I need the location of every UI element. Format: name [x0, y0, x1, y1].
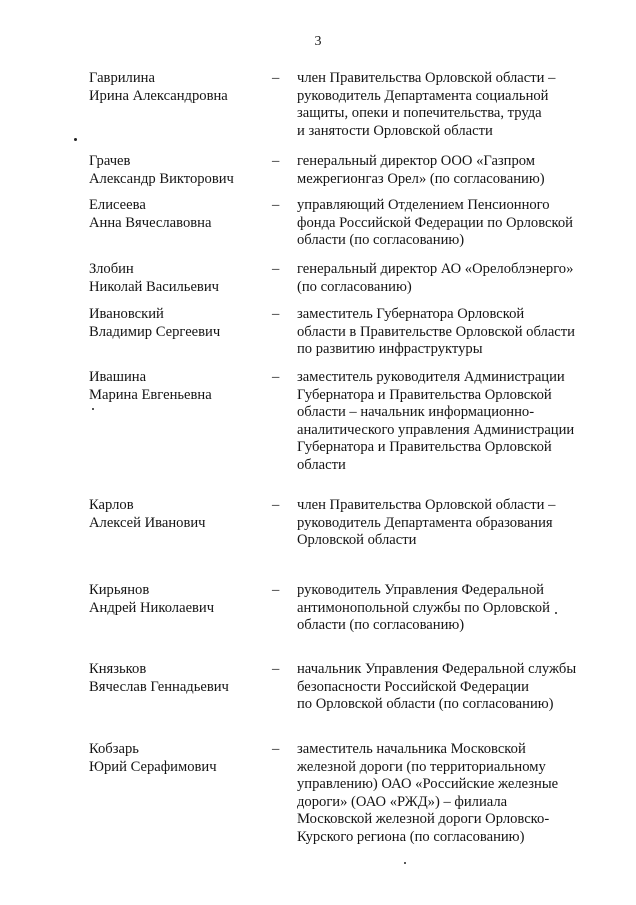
member-name: Злобин Николай Васильевич — [89, 261, 219, 295]
member-name: Ивашина Марина Евгеньевна — [89, 369, 212, 403]
member-role: генеральный директор АО «Орелоблэнерго» (по согласованию) — [297, 261, 574, 295]
member-name: Елисеева Анна Вячеславовна — [89, 197, 212, 231]
member-dash: – — [272, 153, 280, 169]
member-name: Князьков Вячеслав Геннадьевич — [89, 661, 229, 695]
member-name: Грачев Александр Викторович — [89, 153, 234, 187]
member-dash: – — [272, 70, 280, 86]
member-role: начальник Управления Федеральной службы безопасности Российской Федерации по Орловской области (по согласованию) — [297, 661, 577, 713]
member-dash: – — [272, 582, 280, 598]
member-dash: – — [272, 497, 280, 513]
member-role: заместитель Губернатора Орловской области в Правительстве Орловской области по развитию инфраструктуры — [297, 306, 575, 358]
member-role: управляющий Отделением Пенсионного фонда Российской Федерации по Орловской области (по согласованию) — [297, 197, 573, 249]
member-name: Ивановский Владимир Сергеевич — [89, 306, 221, 340]
member-name: Кобзарь Юрий Серафимович — [89, 741, 217, 775]
member-dash: – — [272, 197, 280, 213]
member-dash: – — [272, 261, 280, 277]
member-dash: – — [272, 661, 280, 677]
member-dash: – — [272, 369, 280, 385]
member-role: член Правительства Орловской области – руководитель Департамента образования Орловской области — [297, 497, 556, 549]
member-name: Карлов Алексей Иванович — [89, 497, 206, 531]
member-name: Гаврилина Ирина Александровна — [89, 70, 228, 104]
member-role: руководитель Управления Федеральной антимонопольной службы по Орловской области (по согласованию) — [297, 582, 550, 634]
scan-speck — [92, 408, 94, 410]
member-dash: – — [272, 741, 280, 757]
member-role: заместитель руководителя Администрации Губернатора и Правительства Орловской области – начальник информационно- аналитического управления Администрации Губернатора и Правительства Орловской области — [297, 369, 575, 473]
member-role: генеральный директор ООО «Газпром межрегионгаз Орел» (по согласованию) — [297, 153, 545, 187]
scan-speck — [555, 612, 557, 614]
member-name: Кирьянов Андрей Николаевич — [89, 582, 215, 616]
member-role: заместитель начальника Московской железной дороги (по территориальному управлению) ОАО «Российские железные дороги» (ОАО «РЖД») – филиала Московской железной дороги Орловско- Курского региона (по согласованию) — [297, 741, 559, 845]
member-role: член Правительства Орловской области – руководитель Департамента социальной защиты, опеки и попечительства, труда и занятости Орловской области — [297, 70, 556, 139]
member-dash: – — [272, 306, 280, 322]
scan-speck — [404, 862, 406, 864]
scan-speck — [74, 138, 77, 141]
page-number: 3 — [314, 34, 322, 49]
